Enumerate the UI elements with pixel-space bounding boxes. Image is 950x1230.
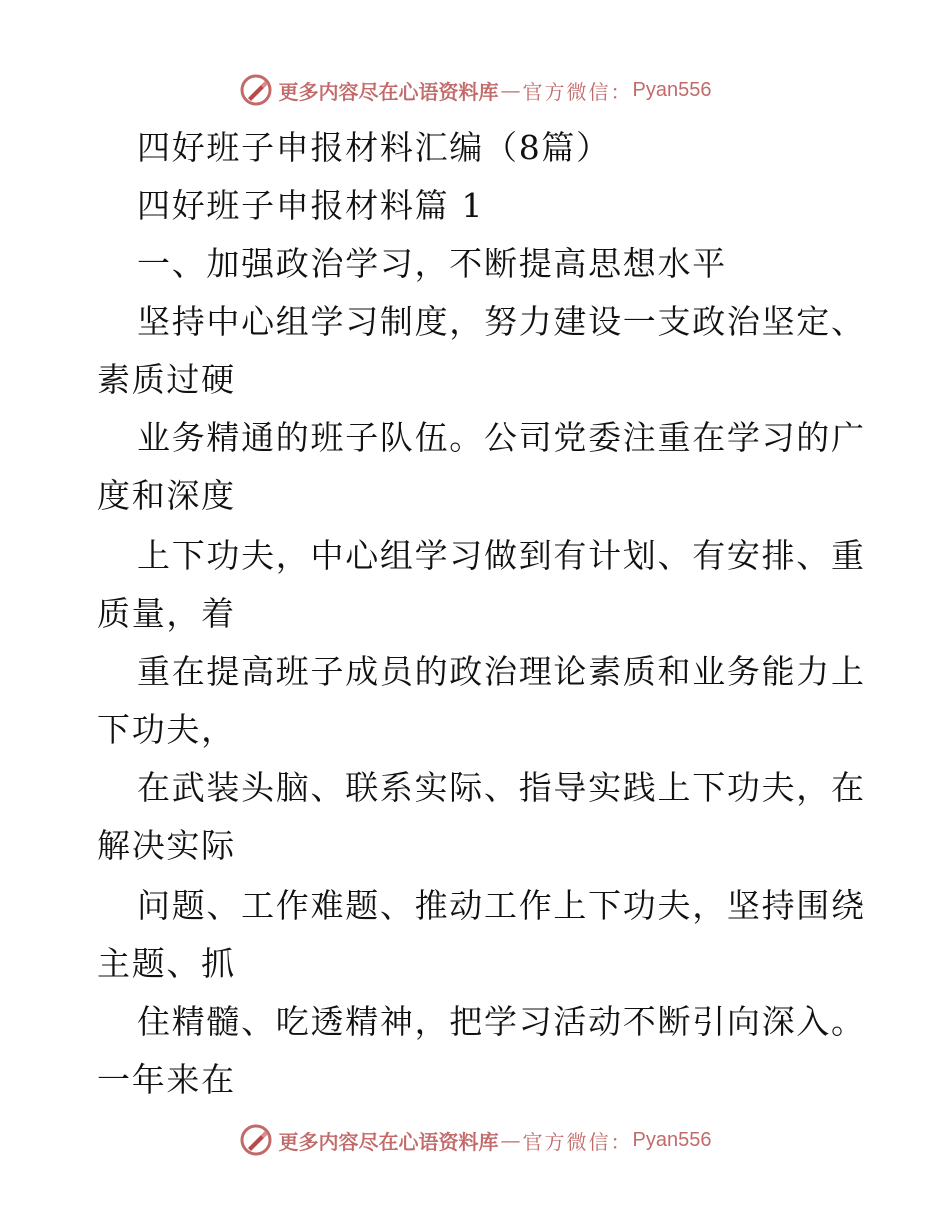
banner-wechat-id: Pyan556 <box>632 78 712 101</box>
paragraph-line: 一年来在 <box>97 1060 236 1099</box>
paragraph-line: 问题、工作难题、推动工作上下功夫，坚持围绕 <box>137 886 866 925</box>
banner-separator: — <box>500 1128 521 1152</box>
document-title: 四好班子申报材料汇编（8篇） <box>137 128 611 167</box>
footer-banner <box>0 1120 950 1160</box>
banner-main-text: 更多内容尽在心语资料库 <box>278 79 499 104</box>
paragraph-line: 业务精通的班子队伍。公司党委注重在学习的广 <box>137 418 866 457</box>
banner-wechat-label: 官方微信： <box>522 1129 633 1154</box>
paragraph-line: 坚持中心组学习制度，努力建设一支政治坚定、 <box>137 302 866 341</box>
paragraph-line: 住精髓、吃透精神，把学习活动不断引向深入。 <box>137 1002 866 1041</box>
banner-main-text: 更多内容尽在心语资料库 <box>278 1129 499 1154</box>
paragraph-line: 解决实际 <box>97 826 236 865</box>
paragraph-line: 上下功夫，中心组学习做到有计划、有安排、重 <box>137 536 866 575</box>
pen-circle-logo-icon <box>239 1123 273 1157</box>
banner-wechat-label: 官方微信： <box>522 79 633 104</box>
paragraph-line: 度和深度 <box>97 476 236 515</box>
banner-wechat-id: Pyan556 <box>632 1128 712 1151</box>
paragraph-line: 在武装头脑、联系实际、指导实践上下功夫，在 <box>137 768 866 807</box>
paragraph-line: 质量，着 <box>97 594 236 633</box>
header-banner <box>0 70 950 110</box>
paragraph-line: 素质过硬 <box>97 360 236 399</box>
paragraph-line: 重在提高班子成员的政治理论素质和业务能力上 <box>137 652 866 691</box>
paragraph-line: 主题、抓 <box>97 944 236 983</box>
document-subtitle: 四好班子申报材料篇 1 <box>137 186 485 225</box>
paragraph-line: 下功夫， <box>97 710 236 749</box>
banner-separator: — <box>500 78 521 102</box>
section-heading: 一、加强政治学习，不断提高思想水平 <box>137 244 727 283</box>
pen-circle-logo-icon <box>239 73 273 107</box>
